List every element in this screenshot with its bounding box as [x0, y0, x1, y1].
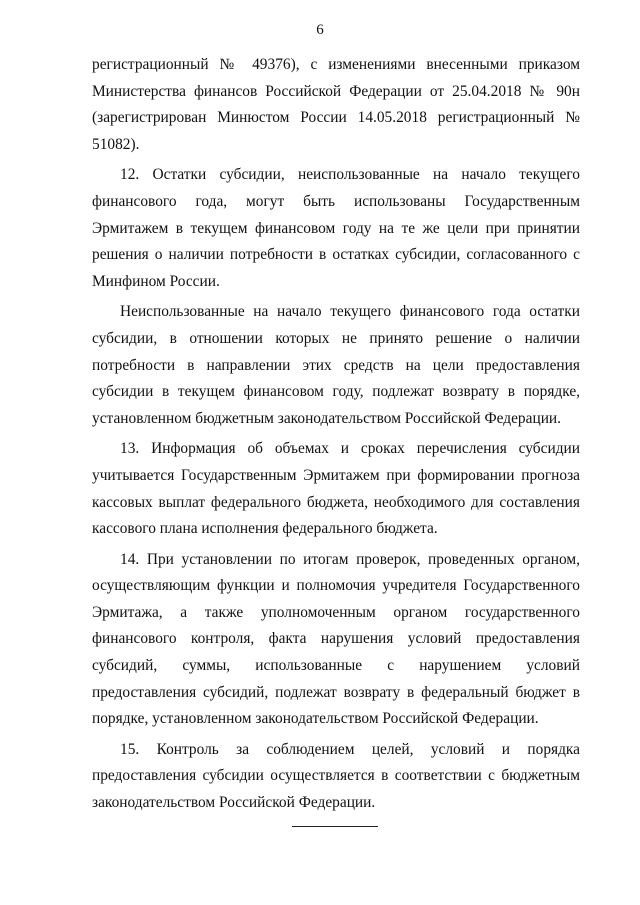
paragraph-clause-14: 14. При установлении по итогам проверок, проведенных органом, осуществляющим функции и полномочия учредителя Государственного Эрмитажа, а также уполномоченным органом государственного финансового контроля, факта нарушения условий предоставления субсидий, суммы, использованные с нарушением условий предоставления субсидий, подлежат возврату в федеральный бюджет в порядке, установленном законодательством Российской Федерации.: [92, 550, 580, 728]
paragraph-clause-13: 13. Информация об объемах и сроках перечисления субсидии учитывается Государственным Эрмитажем при формировании прогноза кассовых выплат федерального бюджета, необходимого для составления кассового плана исполнения федерального бюджета.: [92, 440, 580, 538]
paragraph-continuation: регистрационный № 49376), с изменениями внесенными приказом Министерства финансов Российской Федерации от 25.04.2018 № 90н (зарегистрирован Минюстом России 14.05.2018 регистрационный № 51082).: [92, 56, 580, 153]
paragraph-clause-12-continued: Неиспользованные на начало текущего финансового года остатки субсидии, в отношении которых не принято решение о наличии потребности в направлении этих средств на цели предоставления субсидии в текущем финансовом году, подлежат возврату в порядке, установленном бюджетным законодательством Российской Федерации.: [92, 303, 580, 427]
document-body: [92, 52, 580, 821]
page-number: 6: [316, 22, 324, 38]
end-divider: [292, 826, 378, 827]
paragraph-clause-15: 15. Контроль за соблюдением целей, условий и порядка предоставления субсидии осуществляется в соответствии с бюджетным законодательством Российской Федерации.: [92, 740, 580, 812]
paragraph-clause-12: 12. Остатки субсидии, неиспользованные на начало текущего финансового года, могут быть использованы Государственным Эрмитажем в текущем финансовом году на те же цели при принятии решения о наличии потребности в остатках субсидии, согласованного с Минфином России.: [92, 166, 580, 290]
